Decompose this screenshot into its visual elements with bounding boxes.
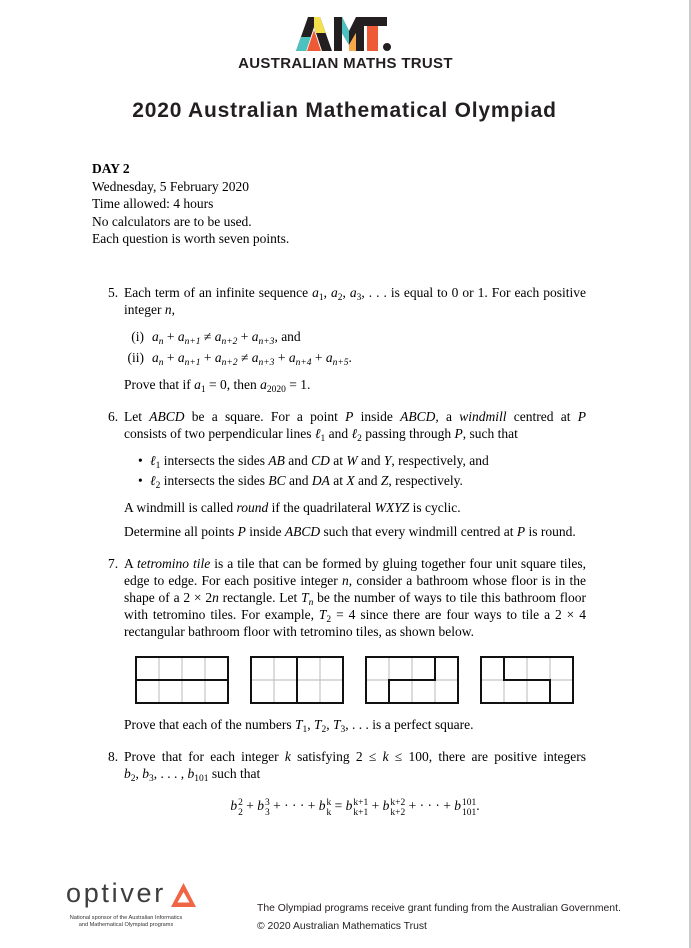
script-stack [353, 798, 368, 818]
subscript: 2 [155, 481, 161, 491]
tiling-examples [124, 657, 586, 703]
text-run: , such that [462, 426, 518, 441]
math-variable: b [454, 798, 461, 813]
paragraph [124, 716, 586, 733]
math-power [257, 798, 270, 818]
bullet-icon [124, 472, 150, 489]
problem-number: 7. [108, 556, 119, 571]
math-symbol: b [187, 766, 195, 781]
item-label: (i) [131, 329, 144, 344]
exam-info [92, 160, 289, 248]
line-content [124, 524, 576, 539]
math-symbol: a [177, 350, 185, 365]
text-line [124, 748, 586, 765]
text-run: ≠ [200, 329, 215, 344]
line-content [124, 409, 586, 424]
text-run: + [163, 329, 178, 344]
text-run: + [237, 329, 252, 344]
logo-period [383, 43, 391, 51]
text-run: , [342, 285, 350, 300]
emphasis-text: windmill [459, 409, 507, 424]
math-symbol: P [237, 524, 246, 539]
line-content [124, 302, 175, 317]
line-content [124, 607, 586, 625]
math-symbol: T [313, 717, 322, 732]
subscript: 1 [200, 385, 206, 395]
logo-m-teal [342, 17, 349, 45]
text-run: be a square. For a point [184, 409, 346, 424]
text-run: Let [124, 409, 150, 424]
text-run: integer [124, 302, 165, 317]
text-line [152, 328, 301, 345]
text-run: , [326, 717, 333, 732]
text-run: , respectively. [388, 473, 463, 488]
math-symbol: a [194, 377, 201, 392]
sponsor-note-line: and Mathematical Olympiad programs [78, 922, 174, 928]
subscript: 2 [130, 774, 136, 784]
problem-number: 8. [108, 749, 119, 764]
equation-line [124, 793, 586, 819]
math-symbol: ABCD [149, 409, 185, 424]
math-symbol: a [214, 329, 222, 344]
math-symbol: BC [268, 473, 286, 488]
text-run: ≠ [237, 350, 252, 365]
math-symbol: b [124, 766, 131, 781]
list-item [124, 328, 586, 345]
math-symbol: ℓ [314, 426, 321, 441]
superscript: k+2 [390, 798, 406, 808]
text-run: , [135, 766, 143, 781]
problem-body [124, 555, 586, 733]
paragraph [124, 523, 586, 540]
text-run: is round. [525, 524, 576, 539]
math-symbol: k [382, 749, 389, 764]
text-line [124, 425, 586, 442]
text-run: shape of a 2 × 2 [124, 590, 213, 605]
text-run: edge to edge. For each positive integer [124, 573, 343, 588]
text-run: Prove that if [124, 377, 195, 392]
superscript: k+1 [353, 798, 369, 808]
subscript: n+4 [295, 358, 312, 368]
subscript: 2 [337, 293, 343, 303]
math-symbol: a [152, 350, 159, 365]
math-symbol: T [332, 717, 341, 732]
enumerated-list [124, 328, 586, 366]
line-content [230, 798, 480, 818]
math-symbol: b [142, 766, 149, 781]
text-line [124, 376, 586, 393]
math-power [382, 798, 406, 818]
org-name: AUSTRALIAN MATHS TRUST [238, 55, 453, 72]
subscript: n+1 [184, 358, 201, 368]
superscript: 101 [461, 798, 477, 808]
bullet-icon [124, 452, 150, 469]
math-symbol: P [516, 524, 526, 539]
math-symbol: CD [311, 453, 330, 468]
subscript: n [308, 598, 314, 608]
math-symbol: a [251, 350, 259, 365]
problem-body [124, 748, 586, 819]
text-run: if the quadrilateral [268, 500, 375, 515]
text-run: with tetromino tiles. For example, [124, 607, 319, 622]
math-symbol: n [212, 590, 219, 605]
subscript: k+1 [353, 808, 369, 818]
text-run: + [163, 350, 178, 365]
text-run: passing through [361, 426, 455, 441]
text-line [124, 555, 586, 572]
math-variable: b [257, 798, 265, 813]
paragraph [124, 499, 586, 516]
math-symbol: ℓ [150, 473, 156, 488]
calculator-rule: No calculators are to be used. [92, 213, 252, 229]
line-content [124, 285, 586, 303]
subscript: 2 [326, 615, 332, 625]
text-run: and [284, 453, 312, 468]
text-run: intersects the sides [160, 473, 269, 488]
problem-6 [108, 408, 586, 540]
math-symbol: ℓ [150, 453, 156, 468]
superscript: k [326, 798, 332, 808]
text-line [152, 349, 352, 366]
funding-note: The Olympiad programs receive grant funding from the Australian Government. [257, 903, 621, 914]
subscript: n+3 [258, 358, 275, 368]
math-symbol: Z [380, 473, 389, 488]
math-symbol: Y [383, 453, 392, 468]
text-run: Prove that each of the numbers [124, 717, 295, 732]
problem-body [124, 284, 586, 393]
display-equation [124, 793, 586, 819]
text-run: = [331, 798, 346, 813]
text-run: such that every windmill centred at [320, 524, 517, 539]
text-run: Determine all points [124, 524, 238, 539]
text-run: , and [274, 329, 301, 344]
tiling-3 [366, 657, 458, 703]
text-line [124, 606, 586, 623]
paragraph [124, 408, 586, 442]
subscript: 2 [321, 725, 327, 735]
bullet-item [124, 452, 586, 469]
math-symbol: ABCD [400, 409, 436, 424]
line-content [124, 377, 311, 395]
bullet-list [124, 452, 586, 489]
line-content [150, 453, 489, 471]
text-line [124, 589, 586, 606]
line-content [124, 573, 586, 588]
text-run: inside [245, 524, 285, 539]
math-symbol: AB [268, 453, 285, 468]
page-title: 2020 Australian Mathematical Olympiad [132, 99, 557, 122]
text-run: rectangular bathroom floor with tetromino tiles, as shown below. [124, 624, 475, 639]
emphasis-text: round [236, 500, 269, 515]
line-content [124, 749, 586, 764]
text-run: , [323, 285, 332, 300]
math-variable: b [345, 798, 353, 813]
paragraph [124, 376, 586, 393]
problem-body [124, 408, 586, 540]
text-run: + [274, 350, 289, 365]
paragraph [124, 748, 586, 782]
subscript: 3 [265, 808, 270, 818]
math-variable: b [318, 798, 326, 813]
math-power [454, 798, 477, 818]
text-run: be the number of ways to tile this bathroom floor [313, 590, 586, 605]
time-allowed: Time allowed: 4 hours [92, 196, 214, 211]
text-line [124, 499, 586, 516]
script-stack [462, 798, 476, 818]
line-content [124, 766, 261, 784]
math-symbol: DA [311, 473, 330, 488]
text-line [124, 301, 586, 318]
text-run: + [200, 350, 215, 365]
line-content [124, 500, 461, 515]
line-content [150, 473, 463, 491]
subscript: k+2 [390, 808, 406, 818]
copyright: © 2020 Australian Mathematics Trust [257, 921, 427, 932]
problem-5 [108, 284, 586, 393]
text-run: , [307, 717, 314, 732]
problem-8 [108, 748, 586, 819]
text-run: , . . . is a perfect square. [345, 717, 474, 732]
subscript: 3 [356, 293, 362, 303]
math-symbol: a [288, 350, 296, 365]
math-symbol: a [251, 329, 259, 344]
math-symbol: W [346, 453, 358, 468]
line-content [124, 624, 474, 639]
superscript: 3 [265, 798, 270, 808]
sponsor-logo-text: optiver [66, 878, 166, 908]
math-variable: b [230, 798, 238, 813]
text-line [124, 284, 586, 301]
math-power [345, 798, 369, 818]
text-run: , . . . , [153, 766, 188, 781]
math-symbol: ℓ [351, 426, 358, 441]
subscript: k [326, 808, 332, 818]
paragraph [124, 555, 586, 640]
math-symbol: P [454, 426, 463, 441]
problem-list [108, 284, 586, 819]
math-symbol: a [260, 377, 267, 392]
tiling-2 [251, 657, 343, 703]
subscript: n+1 [184, 337, 201, 347]
text-line [150, 452, 489, 469]
subscript: 2 [238, 808, 243, 818]
line-content [124, 556, 586, 571]
math-symbol: P [345, 409, 354, 424]
text-line [124, 716, 586, 733]
subscript: 1 [320, 434, 326, 444]
math-symbol: X [346, 473, 355, 488]
text-run: = 4 since there are four ways to tile a 2 × 4 [331, 607, 586, 622]
line-content [124, 590, 586, 608]
text-run: A [124, 556, 138, 571]
line-content [124, 717, 474, 735]
math-symbol: ABCD [284, 524, 321, 539]
sponsor-note [58, 915, 194, 929]
math-symbol: T [294, 717, 303, 732]
subscript: 3 [340, 725, 346, 735]
sponsor-note-line: National sponsor of the Australian Informatics [69, 915, 183, 921]
math-symbol: a [312, 285, 319, 300]
subscript: 1 [318, 293, 324, 303]
text-run: inside [353, 409, 401, 424]
text-run: rectangle. Let [218, 590, 302, 605]
optiver-triangle-icon [171, 883, 196, 907]
item-label: (ii) [127, 350, 144, 365]
text-run: such that [208, 766, 261, 781]
footer-text [257, 900, 621, 936]
tiling-4 [481, 657, 573, 703]
math-symbol: a [349, 285, 357, 300]
text-run: and [357, 453, 384, 468]
text-run: centred at [506, 409, 578, 424]
text-run: , . . . is equal to 0 or 1. For each positive [361, 285, 586, 300]
subscript: 2020 [266, 385, 286, 395]
superscript: 2 [238, 798, 243, 808]
subscript: n+5 [332, 358, 349, 368]
subscript: 101 [461, 808, 477, 818]
subscript: 3 [149, 774, 154, 784]
text-run: + [368, 798, 383, 813]
subscript: n+3 [258, 337, 275, 347]
tiling-1 [136, 657, 228, 703]
math-symbol: WXYZ [374, 500, 410, 515]
subscript: n [158, 358, 164, 368]
text-run: and [354, 473, 381, 488]
text-line [150, 472, 463, 489]
text-run: at [329, 453, 347, 468]
exam-date: Wednesday, 5 February 2020 [92, 178, 249, 194]
problem-number: 6. [108, 409, 119, 424]
list-item [124, 349, 586, 366]
problem-number: 5. [108, 285, 119, 300]
text-run: = 1. [285, 377, 311, 392]
math-symbol: a [331, 285, 338, 300]
math-symbol: n [164, 302, 172, 317]
text-run: consists of two perpendicular lines [124, 426, 315, 441]
math-symbol: P [577, 409, 587, 424]
points-rule: Each question is worth seven points. [92, 231, 290, 246]
text-run: . [476, 798, 480, 813]
math-symbol: a [177, 329, 185, 344]
text-run: , respectively, and [391, 453, 489, 468]
text-run: A windmill is called [124, 500, 237, 515]
math-power [230, 798, 243, 818]
subscript: 1 [155, 461, 161, 471]
logo-letter-t-bar [360, 17, 387, 26]
text-run: ≤ 100, there are positive integers [388, 749, 587, 764]
subscript: n+2 [221, 337, 238, 347]
subscript: 101 [194, 774, 209, 784]
amt-logo [296, 17, 392, 53]
text-run: , a [435, 409, 460, 424]
paragraph [124, 284, 586, 318]
script-stack [390, 798, 405, 818]
text-run: and [285, 473, 312, 488]
text-line [124, 623, 586, 640]
text-run: = 0, then [205, 377, 261, 392]
math-symbol: T [301, 590, 309, 605]
text-run: Each term of an infinite sequence [124, 285, 313, 300]
emphasis-text: tetromino tile [137, 556, 211, 571]
text-run: intersects the sides [160, 453, 269, 468]
text-run: + · · · + [269, 798, 319, 813]
problem-7 [108, 555, 586, 733]
line-content [124, 426, 518, 444]
text-line [124, 572, 586, 589]
text-run: is a tile that can be formed by gluing together four unit square tiles, [210, 556, 586, 571]
text-run: . [348, 350, 352, 365]
subscript: n [158, 337, 164, 347]
line-content [152, 329, 301, 347]
text-run: , consider a bathroom whose floor is in the [348, 573, 586, 588]
text-run: + · · · + [405, 798, 455, 813]
text-run: is cyclic. [409, 500, 461, 515]
line-content [152, 350, 352, 368]
text-run: at [329, 473, 347, 488]
subscript: 2 [357, 434, 362, 444]
subscript: n+2 [221, 358, 238, 368]
logo-a-yellow [314, 17, 326, 33]
text-run: + [311, 350, 326, 365]
text-run: + [242, 798, 258, 813]
text-run: satisfying 2 ≤ [290, 749, 383, 764]
math-symbol: T [318, 607, 327, 622]
math-variable: b [382, 798, 390, 813]
bullet-item [124, 472, 586, 489]
math-symbol: k [284, 749, 291, 764]
logo-letter-t-stem [367, 26, 378, 51]
text-run: Prove that for each integer [124, 749, 285, 764]
subscript: 1 [302, 725, 308, 735]
math-symbol: a [214, 350, 222, 365]
math-symbol: n [342, 573, 349, 588]
math-symbol: a [325, 350, 333, 365]
text-run: and [325, 426, 352, 441]
math-symbol: a [152, 329, 159, 344]
text-line [124, 408, 586, 425]
text-line [124, 523, 586, 540]
math-power [318, 798, 332, 818]
text-line [124, 765, 586, 782]
exam-day: DAY 2 [92, 161, 130, 176]
text-run: , [171, 302, 175, 317]
